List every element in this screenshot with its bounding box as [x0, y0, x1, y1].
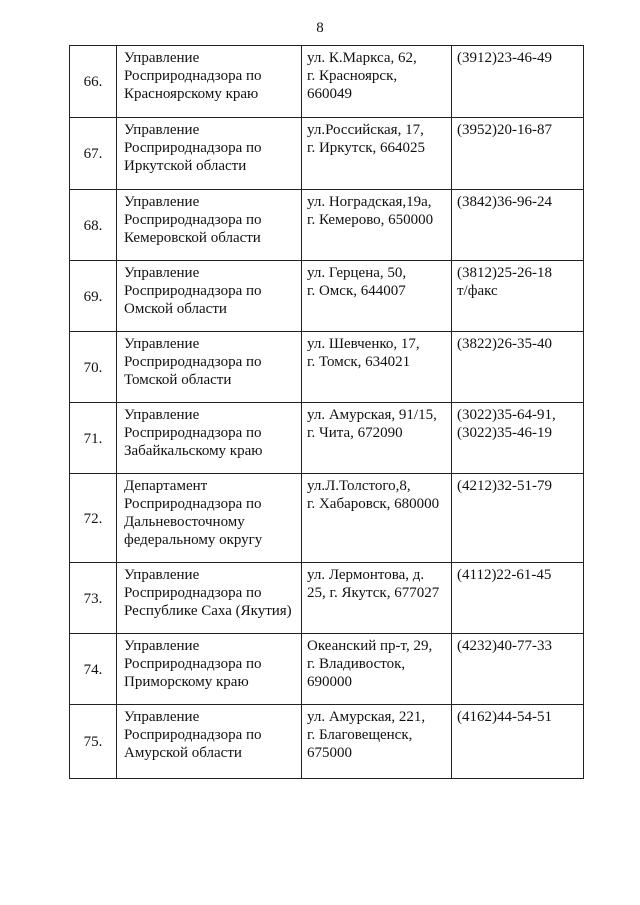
row-number: 75.	[70, 705, 117, 779]
address: ул. Ноградская,19а, г. Кемерово, 650000	[302, 190, 452, 261]
phone: (4162)44-54-51	[452, 705, 584, 779]
phone: (3822)26-35-40	[452, 332, 584, 403]
address: Океанский пр-т, 29, г. Владивосток, 690000	[302, 634, 452, 705]
row-number: 72.	[70, 474, 117, 563]
table-row	[70, 118, 584, 190]
table-row	[70, 705, 584, 779]
address: ул.Российская, 17, г. Иркутск, 664025	[302, 118, 452, 190]
row-number: 70.	[70, 332, 117, 403]
table-row	[70, 332, 584, 403]
table-row	[70, 563, 584, 634]
table-row	[70, 46, 584, 118]
table-row	[70, 190, 584, 261]
row-number: 71.	[70, 403, 117, 474]
address: ул.Л.Толстого,8, г. Хабаровск, 680000	[302, 474, 452, 563]
organization-name: Управление Росприроднадзора по Омской области	[117, 261, 302, 332]
phone: (3912)23-46-49	[452, 46, 584, 118]
offices-table	[69, 45, 584, 779]
phone: (3022)35-64-91, (3022)35-46-19	[452, 403, 584, 474]
organization-name: Управление Росприроднадзора по Приморскому краю	[117, 634, 302, 705]
phone: (3812)25-26-18 т/факс	[452, 261, 584, 332]
organization-name: Управление Росприроднадзора по Амурской области	[117, 705, 302, 779]
organization-name: Управление Росприроднадзора по Иркутской области	[117, 118, 302, 190]
address: ул. Шевченко, 17, г. Томск, 634021	[302, 332, 452, 403]
phone: (3842)36-96-24	[452, 190, 584, 261]
organization-name: Управление Росприроднадзора по Красноярскому краю	[117, 46, 302, 118]
row-number: 67.	[70, 118, 117, 190]
organization-name: Управление Росприроднадзора по Томской области	[117, 332, 302, 403]
phone: (4112)22-61-45	[452, 563, 584, 634]
address: ул. К.Маркса, 62, г. Красноярск, 660049	[302, 46, 452, 118]
organization-name: Управление Росприроднадзора по Забайкальскому краю	[117, 403, 302, 474]
table-row	[70, 403, 584, 474]
address: ул. Лермонтова, д. 25, г. Якутск, 677027	[302, 563, 452, 634]
organization-name: Управление Росприроднадзора по Республике Саха (Якутия)	[117, 563, 302, 634]
organization-name: Департамент Росприроднадзора по Дальневосточному федеральному округу	[117, 474, 302, 563]
row-number: 74.	[70, 634, 117, 705]
row-number: 66.	[70, 46, 117, 118]
row-number: 69.	[70, 261, 117, 332]
phone: (3952)20-16-87	[452, 118, 584, 190]
table-row	[70, 634, 584, 705]
address: ул. Герцена, 50, г. Омск, 644007	[302, 261, 452, 332]
table-row	[70, 474, 584, 563]
address: ул. Амурская, 221, г. Благовещенск, 675000	[302, 705, 452, 779]
row-number: 68.	[70, 190, 117, 261]
table-row	[70, 261, 584, 332]
phone: (4232)40-77-33	[452, 634, 584, 705]
phone: (4212)32-51-79	[452, 474, 584, 563]
address: ул. Амурская, 91/15, г. Чита, 672090	[302, 403, 452, 474]
row-number: 73.	[70, 563, 117, 634]
page-number: 8	[316, 20, 324, 36]
organization-name: Управление Росприроднадзора по Кемеровской области	[117, 190, 302, 261]
